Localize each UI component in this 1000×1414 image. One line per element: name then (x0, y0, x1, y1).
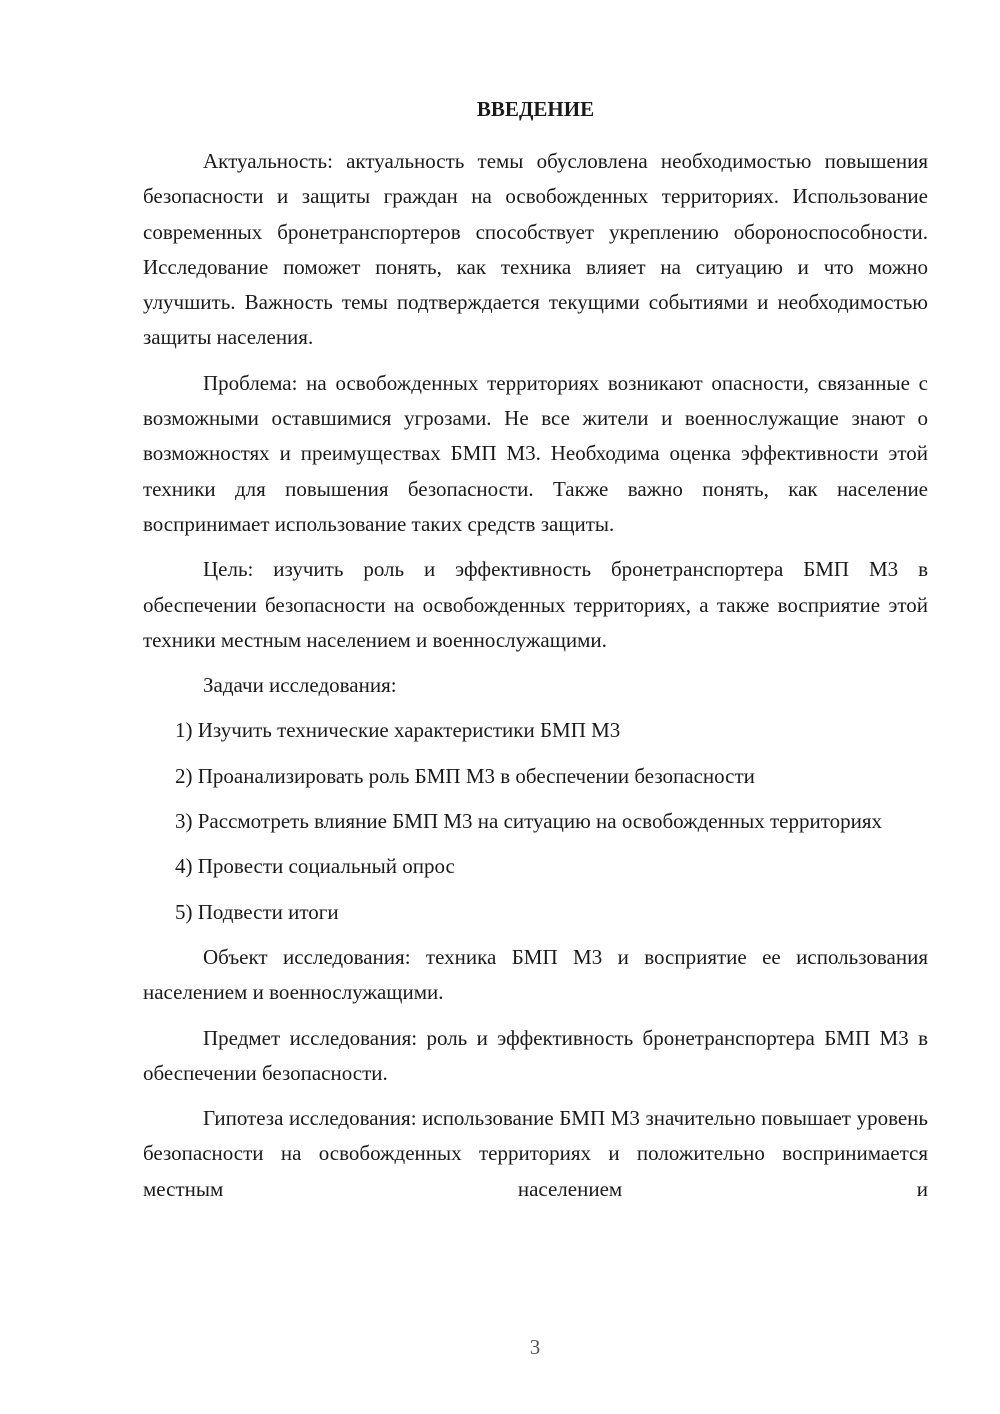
relevance-paragraph: Актуальность: актуальность темы обусловлена необходимостью повышения безопасности и защиты граждан на освобожденных территориях. Использование современных бронетранспортеров способствует укреплению обороноспособности. Исследование поможет понять, как техника влияет на ситуацию и что можно улучшить. Важность темы подтверждается текущими событиями и необходимостью защиты населения. (143, 149, 928, 350)
hypothesis-paragraph: Гипотеза исследования: использование БМП М3 значительно повышает уровень безопасности на освобожденных территориях и положительно воспринимается местным населением и (143, 1106, 928, 1201)
problem-paragraph: Проблема: на освобожденных территориях возникают опасности, связанные с возможными оставшимися угрозами. Не все жители и военнослужащие знают о возможностях и преимуществах БМП М3. Необходима оценка эффективности этой техники для повышения безопасности. Также важно понять, как население воспринимает использование таких средств защиты. (143, 370, 928, 536)
page-number: 3 (529, 1335, 541, 1359)
task-item-2: 2) Проанализировать роль БМП М3 в обеспечении безопасности (175, 763, 755, 788)
tasks-heading: Задачи исследования: (203, 673, 397, 698)
task-item-4: 4) Провести социальный опрос (175, 854, 455, 879)
subject-paragraph: Предмет исследования: роль и эффективность бронетранспортера БМП М3 в обеспечении безопасности. (143, 1025, 928, 1085)
document-page (143, 92, 928, 1217)
task-item-3: 3) Рассмотреть влияние БМП М3 на ситуацию на освобожденных территориях (175, 809, 882, 834)
task-item-5: 5) Подвести итоги (175, 899, 339, 924)
goal-paragraph: Цель: изучить роль и эффективность бронетранспортера БМП М3 в обеспечении безопасности на освобожденных территориях, а также восприятие этой техники местным населением и военнослужащими. (143, 557, 928, 652)
object-paragraph: Объект исследования: техника БМП М3 и восприятие ее использования населением и военнослужащими. (143, 944, 928, 1005)
page-title: ВВЕДЕНИЕ (476, 97, 595, 121)
task-item-1: 1) Изучить технические характеристики БМП М3 (175, 718, 621, 743)
